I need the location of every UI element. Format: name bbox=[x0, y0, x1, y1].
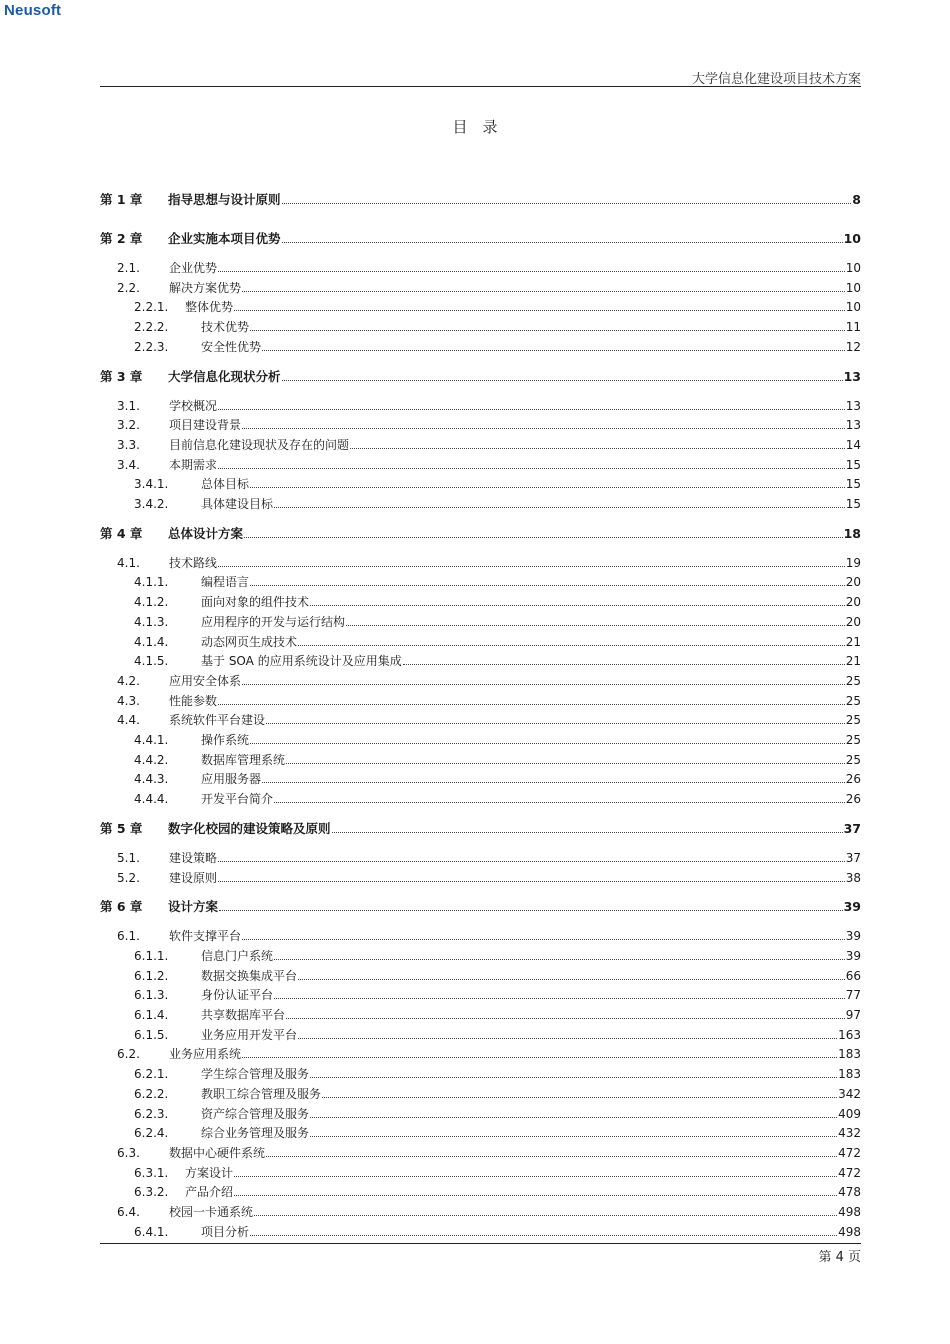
toc-entry-page: 66 bbox=[845, 968, 861, 983]
toc-dot-leader bbox=[282, 242, 843, 243]
toc-entry-title: 面向对象的组件技术 bbox=[201, 595, 310, 610]
toc-entry-page: 432 bbox=[838, 1126, 861, 1141]
toc-dot-leader bbox=[310, 1077, 837, 1078]
toc-entry-page: 18 bbox=[843, 525, 861, 541]
toc-dot-leader bbox=[242, 1057, 837, 1058]
toc-dot-leader bbox=[274, 507, 845, 508]
toc-entry-number: 6.1.1. bbox=[134, 948, 169, 963]
toc-section-entry[interactable] bbox=[100, 1025, 861, 1043]
toc-section-entry[interactable] bbox=[100, 278, 861, 296]
toc-entry-number: 4.2. bbox=[117, 673, 140, 688]
toc-entry-number: 2.2.2. bbox=[134, 320, 169, 335]
toc-entry-title: 建设策略 bbox=[169, 850, 218, 865]
toc-entry-number: 6.1.5. bbox=[134, 1027, 169, 1042]
toc-entry-page: 472 bbox=[838, 1145, 861, 1160]
toc-entry-title: 应用程序的开发与运行结构 bbox=[201, 614, 346, 629]
toc-section-entry[interactable] bbox=[100, 730, 861, 748]
toc-entry-title: 动态网页生成技术 bbox=[201, 634, 298, 649]
toc-entry-title: 总体设计方案 bbox=[168, 525, 244, 541]
toc-section-entry[interactable] bbox=[100, 691, 861, 709]
toc-entry-page: 478 bbox=[838, 1185, 861, 1200]
toc-entry-title: 项目分析 bbox=[201, 1224, 250, 1239]
toc-dot-leader bbox=[310, 1117, 837, 1118]
toc-entry-number: 3.1. bbox=[117, 398, 140, 413]
toc-entry-page: 15 bbox=[845, 497, 861, 511]
toc-dot-leader bbox=[298, 1038, 837, 1039]
toc-entry-title: 方案设计 bbox=[185, 1165, 234, 1180]
toc-section-entry[interactable] bbox=[100, 474, 861, 492]
toc-section-entry[interactable] bbox=[100, 317, 861, 335]
toc-dot-leader bbox=[250, 743, 845, 744]
toc-chapter-entry[interactable] bbox=[100, 367, 861, 385]
toc-section-entry[interactable] bbox=[100, 1104, 861, 1122]
toc-entry-page: 163 bbox=[838, 1027, 861, 1042]
toc-entry-page: 409 bbox=[838, 1106, 861, 1121]
toc-entry-page: 10 bbox=[845, 261, 861, 275]
toc-dot-leader bbox=[219, 910, 843, 911]
toc-entry-page: 8 bbox=[852, 192, 861, 207]
toc-dot-leader bbox=[286, 763, 845, 764]
toc-entry-number: 2.2. bbox=[117, 280, 140, 295]
toc-entry-number: 4.1. bbox=[117, 555, 140, 570]
toc-section-entry[interactable] bbox=[100, 1202, 861, 1220]
toc-dot-leader bbox=[218, 409, 845, 410]
toc-section-entry[interactable] bbox=[100, 1163, 861, 1181]
toc-entry-page: 183 bbox=[838, 1067, 861, 1082]
toc-dot-leader bbox=[250, 1235, 837, 1236]
toc-entry-page: 39 bbox=[843, 899, 861, 915]
toc-section-entry[interactable] bbox=[100, 651, 861, 669]
toc-dot-leader bbox=[234, 1176, 837, 1177]
toc-section-entry[interactable] bbox=[100, 396, 861, 414]
toc-dot-leader bbox=[286, 1018, 845, 1019]
toc-section-entry[interactable] bbox=[100, 1123, 861, 1141]
toc-entry-title: 软件支撑平台 bbox=[169, 929, 242, 944]
toc-entry-number: 6.3.1. bbox=[134, 1165, 169, 1180]
toc-entry-page: 21 bbox=[845, 654, 861, 669]
toc-entry-title: 基于 SOA 的应用系统设计及应用集成 bbox=[201, 654, 402, 669]
toc-entry-page: 20 bbox=[845, 595, 861, 610]
toc-entry-title: 共享数据库平台 bbox=[201, 1008, 286, 1022]
toc-dot-leader bbox=[274, 802, 845, 803]
toc-entry-page: 10 bbox=[843, 231, 861, 246]
toc-entry-title: 应用安全体系 bbox=[169, 673, 242, 688]
toc-entry-title: 指导思想与设计原则 bbox=[168, 192, 281, 207]
toc-section-entry[interactable] bbox=[100, 868, 861, 886]
toc-entry-title: 编程语言 bbox=[201, 575, 250, 590]
toc-entry-page: 26 bbox=[845, 792, 861, 807]
table-of-contents bbox=[100, 0, 861, 1240]
toc-dot-leader bbox=[298, 979, 845, 980]
toc-section-entry[interactable] bbox=[100, 632, 861, 650]
toc-entry-number: 第 4 章 bbox=[100, 525, 143, 541]
toc-entry-title: 本期需求 bbox=[169, 457, 218, 472]
toc-dot-leader bbox=[254, 1215, 837, 1216]
toc-section-entry[interactable] bbox=[100, 671, 861, 689]
toc-dot-leader bbox=[403, 664, 845, 665]
toc-dot-leader bbox=[250, 585, 845, 586]
toc-entry-title: 校园一卡通系统 bbox=[169, 1205, 254, 1219]
toc-entry-number: 3.4.2. bbox=[134, 497, 169, 511]
toc-section-entry[interactable] bbox=[100, 710, 861, 728]
toc-entry-number: 6.4.1. bbox=[134, 1224, 169, 1239]
toc-entry-title: 综合业务管理及服务 bbox=[201, 1126, 310, 1141]
toc-dot-leader bbox=[218, 861, 845, 862]
toc-dot-leader bbox=[242, 428, 845, 429]
toc-entry-page: 25 bbox=[845, 713, 861, 728]
toc-dot-leader bbox=[250, 330, 845, 331]
toc-entry-title: 数字化校园的建设策略及原则 bbox=[168, 820, 331, 836]
toc-entry-number: 4.1.3. bbox=[134, 614, 169, 629]
toc-entry-page: 39 bbox=[845, 929, 861, 944]
toc-entry-number: 4.3. bbox=[117, 693, 140, 708]
toc-dot-leader bbox=[274, 959, 845, 960]
toc-entry-title: 企业优势 bbox=[169, 261, 218, 275]
toc-dot-leader bbox=[262, 350, 845, 351]
toc-entry-title: 项目建设背景 bbox=[169, 418, 242, 433]
toc-dot-leader bbox=[218, 704, 845, 705]
toc-heading: 目 录 bbox=[452, 118, 498, 136]
toc-entry-number: 6.2.1. bbox=[134, 1067, 169, 1082]
toc-entry-page: 15 bbox=[845, 477, 861, 492]
toc-dot-leader bbox=[322, 1097, 837, 1098]
toc-entry-page: 13 bbox=[845, 418, 861, 433]
toc-entry-title: 身份认证平台 bbox=[201, 988, 274, 1003]
toc-section-entry[interactable] bbox=[100, 1182, 861, 1200]
toc-entry-page: 10 bbox=[845, 300, 861, 315]
toc-entry-page: 12 bbox=[845, 339, 861, 354]
toc-entry-number: 4.1.1. bbox=[134, 575, 169, 590]
toc-dot-leader bbox=[242, 684, 845, 685]
toc-section-entry[interactable] bbox=[100, 1084, 861, 1102]
toc-entry-title: 具体建设目标 bbox=[201, 497, 274, 511]
toc-section-entry[interactable] bbox=[100, 1222, 861, 1240]
toc-dot-leader bbox=[332, 832, 843, 833]
toc-entry-page: 498 bbox=[838, 1224, 861, 1239]
toc-section-entry[interactable] bbox=[100, 297, 861, 315]
toc-entry-number: 5.1. bbox=[117, 850, 140, 865]
toc-entry-title: 业务应用系统 bbox=[169, 1047, 242, 1062]
toc-entry-page: 77 bbox=[845, 988, 861, 1003]
toc-section-entry[interactable] bbox=[100, 789, 861, 807]
toc-section-entry[interactable] bbox=[100, 415, 861, 433]
toc-dot-leader bbox=[234, 1195, 837, 1196]
toc-entry-title: 资产综合管理及服务 bbox=[201, 1106, 310, 1121]
page-number: 第 4 页 bbox=[818, 1250, 861, 1265]
toc-dot-leader bbox=[298, 645, 845, 646]
toc-entry-number: 6.2.2. bbox=[134, 1086, 169, 1101]
toc-dot-leader bbox=[218, 881, 845, 882]
toc-entry-number: 3.2. bbox=[117, 418, 140, 433]
toc-dot-leader bbox=[282, 380, 843, 381]
toc-entry-title: 企业实施本项目优势 bbox=[168, 231, 281, 246]
toc-entry-title: 学校概况 bbox=[169, 398, 218, 413]
toc-entry-number: 2.2.3. bbox=[134, 339, 169, 354]
toc-entry-title: 目前信息化建设现状及存在的问题 bbox=[169, 437, 350, 452]
footer-rule bbox=[100, 1243, 861, 1244]
toc-entry-page: 26 bbox=[845, 772, 861, 787]
toc-section-entry[interactable] bbox=[100, 1064, 861, 1082]
toc-entry-page: 20 bbox=[845, 575, 861, 590]
toc-entry-title: 产品介绍 bbox=[185, 1185, 234, 1200]
toc-entry-number: 4.4.4. bbox=[134, 792, 169, 807]
toc-entry-title: 技术路线 bbox=[169, 555, 218, 570]
toc-section-entry[interactable] bbox=[100, 966, 861, 984]
toc-dot-leader bbox=[310, 1136, 837, 1137]
toc-entry-number: 6.1.2. bbox=[134, 968, 169, 983]
toc-entry-title: 业务应用开发平台 bbox=[201, 1027, 298, 1042]
toc-dot-leader bbox=[218, 271, 845, 272]
toc-entry-title: 设计方案 bbox=[168, 899, 219, 915]
toc-entry-number: 6.4. bbox=[117, 1205, 140, 1219]
toc-entry-title: 技术优势 bbox=[201, 320, 250, 335]
toc-entry-page: 472 bbox=[838, 1165, 861, 1180]
neusoft-logo: Neusoft bbox=[4, 2, 62, 19]
toc-entry-title: 性能参数 bbox=[169, 693, 218, 708]
toc-entry-number: 第 2 章 bbox=[100, 231, 143, 246]
toc-entry-title: 解决方案优势 bbox=[169, 280, 242, 295]
toc-dot-leader bbox=[218, 566, 845, 567]
toc-entry-title: 数据库管理系统 bbox=[201, 752, 286, 767]
toc-entry-page: 14 bbox=[845, 437, 861, 452]
toc-dot-leader bbox=[250, 487, 845, 488]
toc-section-entry[interactable] bbox=[100, 612, 861, 630]
toc-entry-page: 11 bbox=[845, 320, 861, 335]
toc-chapter-entry[interactable] bbox=[100, 524, 861, 542]
toc-entry-number: 第 3 章 bbox=[100, 368, 143, 384]
toc-entry-number: 2.2.1. bbox=[134, 300, 169, 315]
toc-entry-page: 97 bbox=[845, 1008, 861, 1022]
toc-section-entry[interactable] bbox=[100, 592, 861, 610]
toc-dot-leader bbox=[350, 448, 845, 449]
toc-entry-page: 15 bbox=[845, 457, 861, 472]
toc-section-entry[interactable] bbox=[100, 435, 861, 453]
toc-entry-number: 6.1.3. bbox=[134, 988, 169, 1003]
toc-entry-page: 25 bbox=[845, 733, 861, 747]
toc-section-entry[interactable] bbox=[100, 1005, 861, 1023]
toc-entry-page: 13 bbox=[843, 368, 861, 384]
toc-entry-page: 20 bbox=[845, 614, 861, 629]
toc-entry-number: 4.4.1. bbox=[134, 733, 169, 747]
toc-entry-page: 19 bbox=[845, 555, 861, 570]
toc-entry-page: 25 bbox=[845, 752, 861, 767]
toc-chapter-entry[interactable] bbox=[100, 229, 861, 247]
toc-entry-number: 6.3. bbox=[117, 1145, 140, 1160]
toc-entry-number: 6.2. bbox=[117, 1047, 140, 1062]
toc-dot-leader bbox=[234, 310, 845, 311]
toc-dot-leader bbox=[346, 625, 845, 626]
toc-dot-leader bbox=[262, 782, 845, 783]
toc-dot-leader bbox=[242, 939, 845, 940]
toc-dot-leader bbox=[310, 605, 845, 606]
toc-entry-number: 第 6 章 bbox=[100, 899, 143, 915]
toc-section-entry[interactable] bbox=[100, 750, 861, 768]
toc-entry-page: 37 bbox=[843, 820, 861, 836]
toc-entry-number: 4.1.5. bbox=[134, 654, 169, 669]
toc-entry-number: 6.2.4. bbox=[134, 1126, 169, 1141]
toc-entry-number: 6.3.2. bbox=[134, 1185, 169, 1200]
toc-entry-page: 342 bbox=[838, 1086, 861, 1101]
toc-entry-number: 3.3. bbox=[117, 437, 140, 452]
toc-entry-number: 6.1.4. bbox=[134, 1008, 169, 1022]
toc-entry-page: 10 bbox=[845, 280, 861, 295]
toc-entry-number: 4.4.2. bbox=[134, 752, 169, 767]
toc-dot-leader bbox=[282, 203, 852, 204]
toc-section-entry[interactable] bbox=[100, 848, 861, 866]
document-title: 大学信息化建设项目技术方案 bbox=[691, 72, 861, 87]
toc-entry-number: 3.4.1. bbox=[134, 477, 169, 492]
toc-dot-leader bbox=[218, 468, 845, 469]
toc-entry-title: 操作系统 bbox=[201, 733, 250, 747]
toc-section-entry[interactable] bbox=[100, 455, 861, 473]
toc-entry-number: 4.4. bbox=[117, 713, 140, 728]
toc-section-entry[interactable] bbox=[100, 553, 861, 571]
toc-section-entry[interactable] bbox=[100, 258, 861, 276]
toc-entry-title: 安全性优势 bbox=[201, 339, 262, 354]
toc-entry-title: 数据中心硬件系统 bbox=[169, 1145, 266, 1160]
toc-entry-number: 第 1 章 bbox=[100, 192, 143, 207]
toc-entry-page: 183 bbox=[838, 1047, 861, 1062]
toc-entry-title: 系统软件平台建设 bbox=[169, 713, 266, 728]
toc-section-entry[interactable] bbox=[100, 572, 861, 590]
toc-entry-title: 总体目标 bbox=[201, 477, 250, 492]
toc-entry-title: 应用服务器 bbox=[201, 772, 262, 787]
toc-entry-page: 25 bbox=[845, 673, 861, 688]
toc-entry-number: 5.2. bbox=[117, 870, 140, 885]
toc-entry-page: 38 bbox=[845, 870, 861, 885]
toc-entry-title: 建设原则 bbox=[169, 870, 218, 885]
toc-entry-number: 4.1.4. bbox=[134, 634, 169, 649]
toc-entry-number: 6.2.3. bbox=[134, 1106, 169, 1121]
toc-entry-title: 学生综合管理及服务 bbox=[201, 1067, 310, 1082]
toc-entry-page: 21 bbox=[845, 634, 861, 649]
toc-entry-page: 13 bbox=[845, 398, 861, 413]
toc-entry-page: 25 bbox=[845, 693, 861, 708]
toc-section-entry[interactable] bbox=[100, 1044, 861, 1062]
toc-entry-page: 498 bbox=[838, 1205, 861, 1219]
toc-dot-leader bbox=[266, 723, 845, 724]
toc-dot-leader bbox=[266, 1156, 837, 1157]
toc-entry-title: 整体优势 bbox=[185, 300, 234, 315]
toc-entry-page: 39 bbox=[845, 948, 861, 963]
toc-chapter-entry[interactable] bbox=[100, 190, 861, 208]
toc-entry-title: 大学信息化现状分析 bbox=[168, 368, 281, 384]
toc-entry-number: 2.1. bbox=[117, 261, 140, 275]
toc-entry-number: 3.4. bbox=[117, 457, 140, 472]
toc-entry-number: 第 5 章 bbox=[100, 820, 143, 836]
toc-entry-number: 4.1.2. bbox=[134, 595, 169, 610]
toc-section-entry[interactable] bbox=[100, 337, 861, 355]
toc-entry-title: 数据交换集成平台 bbox=[201, 968, 298, 983]
toc-entry-title: 教职工综合管理及服务 bbox=[201, 1086, 322, 1101]
toc-entry-title: 信息门户系统 bbox=[201, 948, 274, 963]
toc-dot-leader bbox=[244, 537, 843, 538]
toc-entry-title: 开发平台简介 bbox=[201, 792, 274, 807]
toc-section-entry[interactable] bbox=[100, 985, 861, 1003]
toc-chapter-entry[interactable] bbox=[100, 897, 861, 915]
toc-section-entry[interactable] bbox=[100, 946, 861, 964]
toc-entry-number: 6.1. bbox=[117, 929, 140, 944]
toc-entry-number: 4.4.3. bbox=[134, 772, 169, 787]
toc-section-entry[interactable] bbox=[100, 494, 861, 512]
toc-chapter-entry[interactable] bbox=[100, 819, 861, 837]
toc-section-entry[interactable] bbox=[100, 769, 861, 787]
toc-section-entry[interactable] bbox=[100, 926, 861, 944]
toc-section-entry[interactable] bbox=[100, 1143, 861, 1161]
toc-entry-page: 37 bbox=[845, 850, 861, 865]
toc-dot-leader bbox=[242, 291, 845, 292]
toc-dot-leader bbox=[274, 998, 845, 999]
